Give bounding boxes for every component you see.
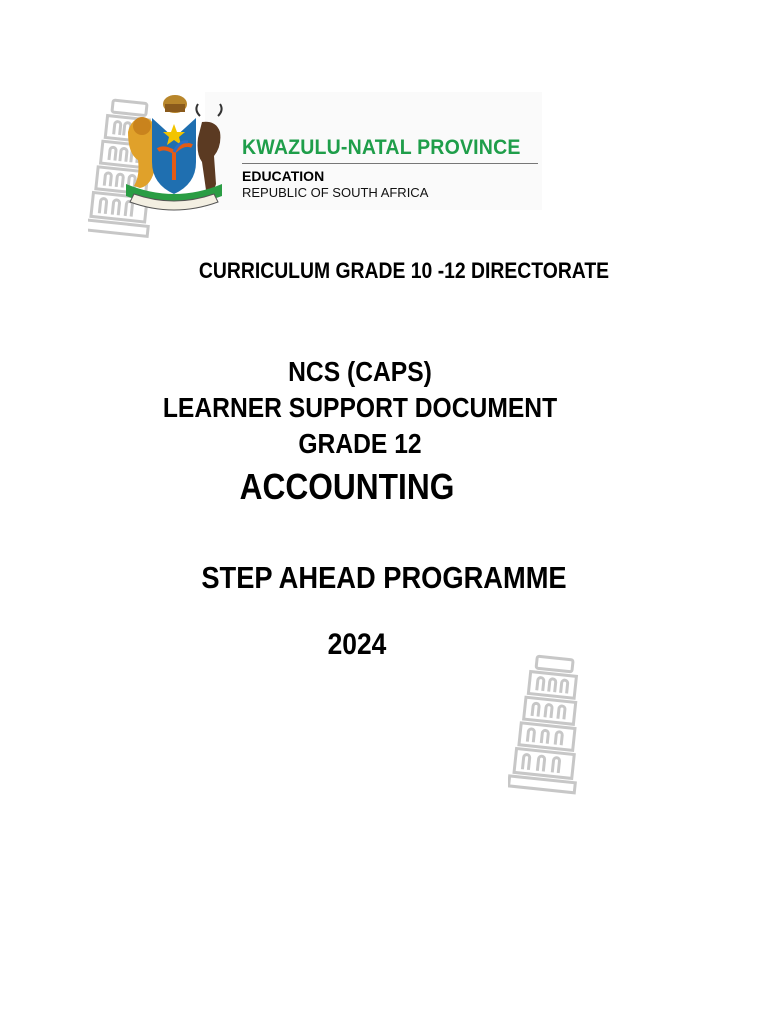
- subject-title: ACCOUNTING: [239, 466, 455, 507]
- leaning-tower-icon: [508, 652, 594, 802]
- kzn-coat-of-arms-icon: [118, 92, 230, 212]
- directorate-title: CURRICULUM GRADE 10 -12 DIRECTORATE: [198, 258, 610, 283]
- country-name: REPUBLIC OF SOUTH AFRICA: [242, 185, 429, 200]
- document-type: LEARNER SUPPORT DOCUMENT: [162, 392, 558, 423]
- grade-label: GRADE 12: [298, 428, 422, 459]
- year-label: 2024: [327, 628, 387, 661]
- department-name: EDUCATION: [242, 168, 325, 184]
- province-name: KWAZULU-NATAL PROVINCE: [242, 136, 521, 159]
- programme-title: STEP AHEAD PROGRAMME: [201, 560, 567, 595]
- header-divider: [242, 163, 538, 164]
- curriculum-label: NCS (CAPS): [288, 356, 432, 387]
